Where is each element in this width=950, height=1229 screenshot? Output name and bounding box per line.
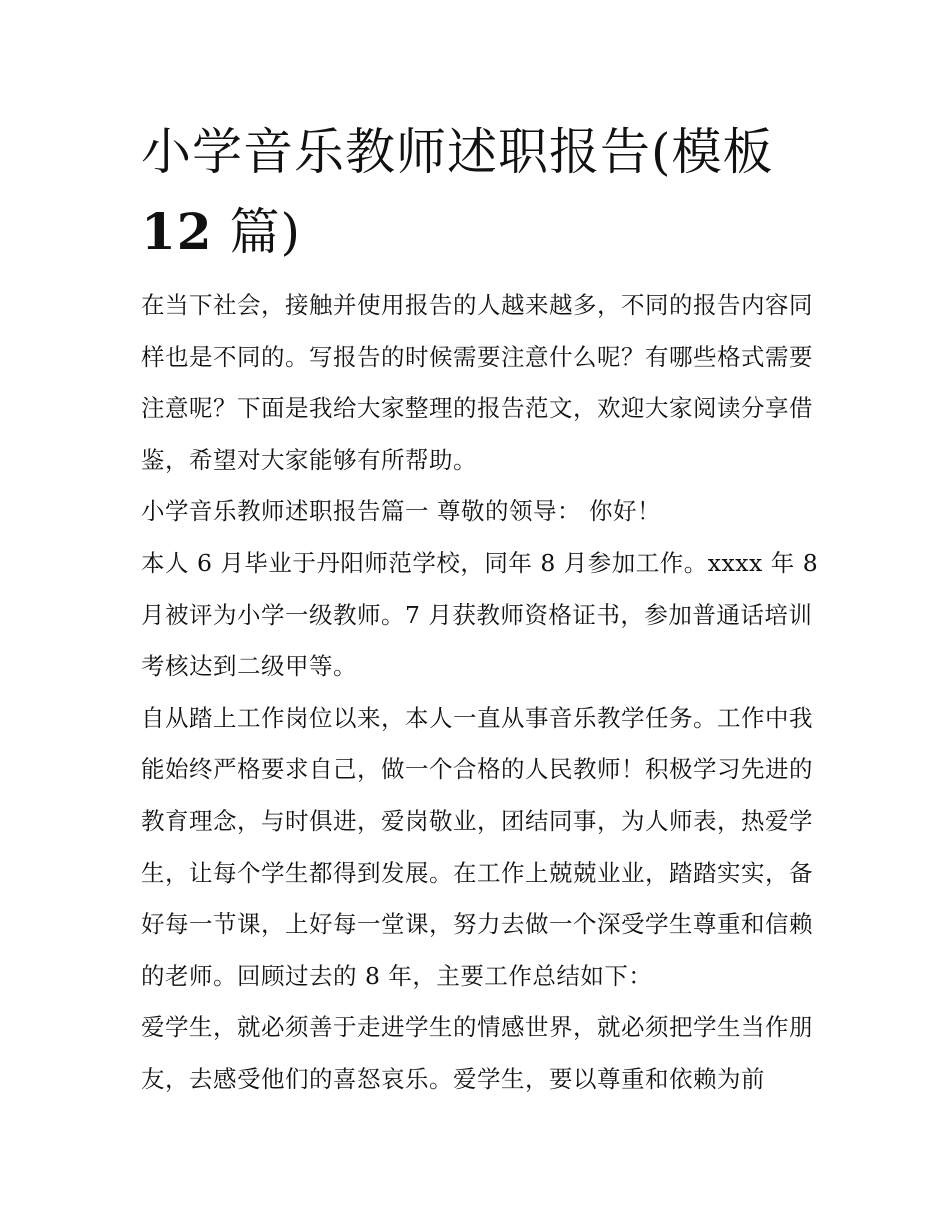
- title-tail: 篇): [212, 203, 301, 261]
- paragraph-greeting: 小学音乐教师述职报告篇一 尊敬的领导： 你好！: [141, 497, 661, 526]
- document-body: [141, 280, 821, 1106]
- title-line-1: 小学音乐教师述职报告(模板: [141, 123, 774, 181]
- document-title: [141, 112, 821, 272]
- paragraph-intro: 在当下社会，接触并使用报告的人越来越多，不同的报告内容同样也是不同的。写报告的时候需要注意什么呢？有哪些格式需要注意呢？下面是我给大家整理的报告范文，欢迎大家阅读分享借鉴，希望对大家能够有所帮助。: [141, 291, 813, 474]
- title-number: 12: [141, 202, 213, 261]
- paragraph-background: 本人 6 月毕业于丹阳师范学校，同年 8 月参加工作。xxxx 年 8 月被评为小学一级教师。7 月获教师资格证书，参加普通话培训考核达到二级甲等。: [141, 548, 819, 681]
- paragraph-love-students: 爱学生，就必须善于走进学生的情感世界，就必须把学生当作朋友，去感受他们的喜怒哀乐。爱学生，要以尊重和依赖为前: [141, 1013, 813, 1093]
- paragraph-work-summary: 自从踏上工作岗位以来，本人一直从事音乐教学任务。工作中我能始终严格要求自己，做一个合格的人民教师！积极学习先进的教育理念，与时俱进，爱岗敬业，团结同事，为人师表，热爱学生，让每个学生都得到发展。在工作上兢兢业业，踏踏实实，备好每一节课，上好每一堂课，努力去做一个深受学生尊重和信赖的老师。回顾过去的 8 年，主要工作总结如下：: [141, 703, 813, 990]
